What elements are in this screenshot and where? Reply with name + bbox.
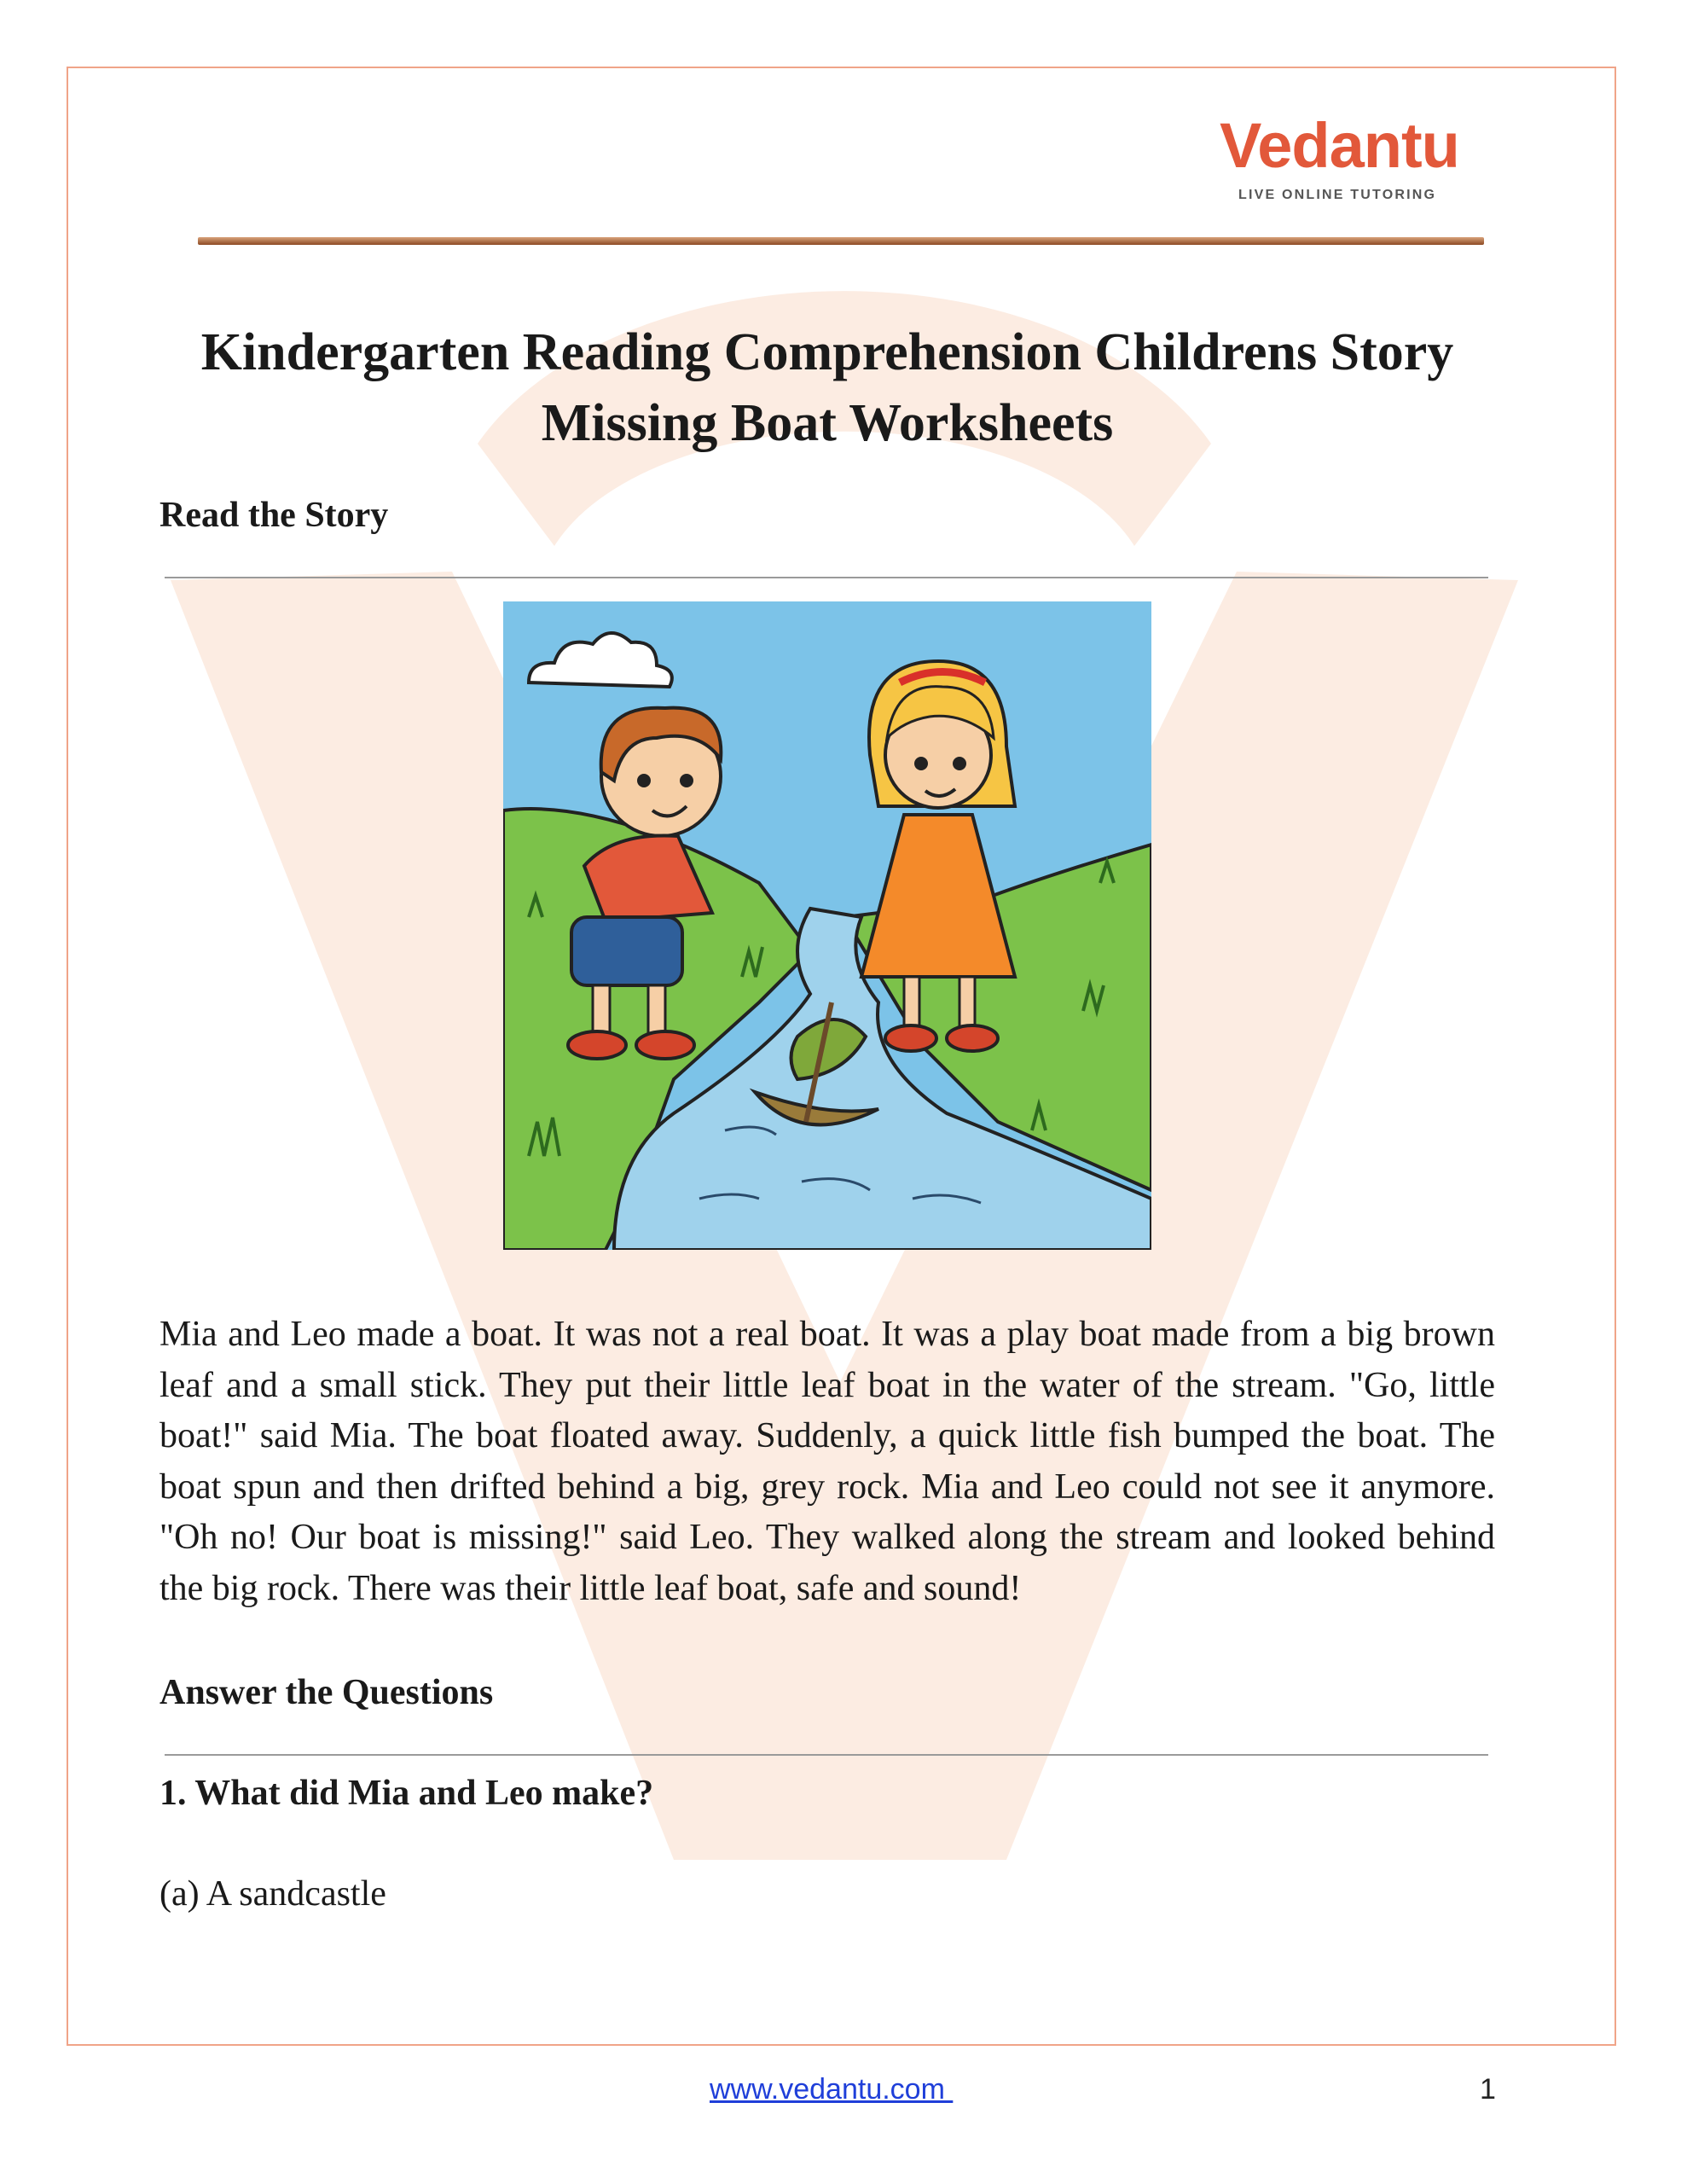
logo-tagline: LIVE ONLINE TUTORING	[1238, 188, 1437, 202]
answer-option: (a) A sandcastle	[159, 1874, 386, 1914]
section-divider	[165, 577, 1488, 578]
question-1	[159, 1773, 653, 1814]
section-divider	[165, 1754, 1488, 1756]
header-divider	[198, 237, 1484, 245]
read-story-heading: Read the Story	[159, 496, 389, 535]
footer-website-link[interactable]: www.vedantu.com	[710, 2073, 954, 2106]
question-number: 1.	[159, 1774, 187, 1813]
answer-questions-heading: Answer the Questions	[159, 1673, 494, 1712]
page-title: Kindergarten Reading Comprehension Childrens Story Missing Boat Worksheets	[200, 323, 1454, 452]
logo-wordmark: Vedantu	[1220, 110, 1459, 181]
question-text: What did Mia and Leo make?	[194, 1774, 654, 1813]
page-number: 1	[1480, 2073, 1496, 2106]
story-illustration	[503, 601, 1151, 1250]
vedantu-logo	[1220, 109, 1484, 210]
story-text: Mia and Leo made a boat. It was not a real boat. It was a play boat made from a big brown leaf and a small stick. They put their little leaf boat in the water of the stream. "Go, little boat!" said Mia. The boat floated away. Suddenly, a quick little fish bumped the boat. The boat spun and then drifted behind a big, grey rock. Mia and Leo could not see it anymore. "Oh no! Our boat is missing!" said Leo. They walked along the stream and looked behind the big rock. There was their little leaf boat, safe and sound!	[159, 1315, 1495, 1608]
